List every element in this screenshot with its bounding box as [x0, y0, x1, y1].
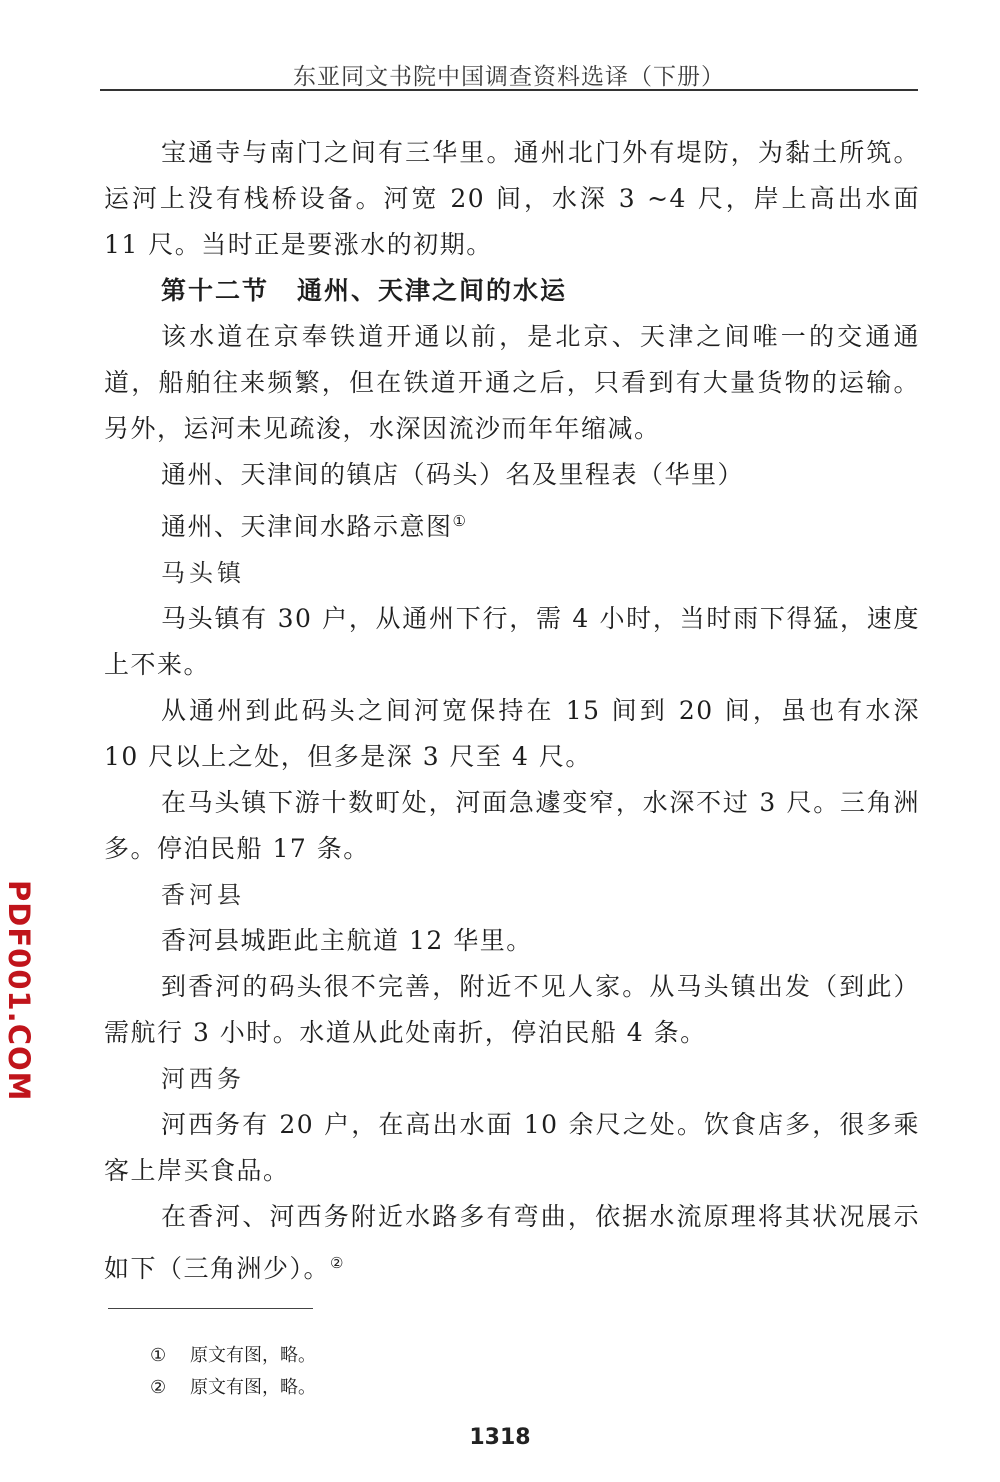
paragraph: 该水道在京奉铁道开通以前，是北京、天津之间唯一的交通通道，船舶往来频繁，但在铁道开通之后，只看到有大量货物的运输。另外，运河未见疏浚，水深因流沙而年年缩减。 [104, 322, 920, 443]
paragraph: 从通州到此码头之间河宽保持在 15 间到 20 间，虽也有水深 10 尺以上之处，但多是深 3 尺至 4 尺。 [104, 696, 920, 771]
place-heading: 马头镇 [161, 559, 245, 587]
paragraph: 在马头镇下游十数町处，河面急遽变窄，水深不过 3 尺。三角洲多。停泊民船 17 条。 [104, 788, 920, 863]
running-header: 东亚同文书院中国调查资料选译（下册） [293, 64, 725, 90]
paragraph: 香河县城距此主航道 12 华里。 [161, 926, 533, 955]
paragraph: 马头镇有 30 户，从通州下行，需 4 小时，当时雨下得猛，速度上不来。 [104, 604, 920, 679]
section-heading [104, 268, 920, 314]
page-number: 1318 [469, 1425, 531, 1450]
place-heading: 香河县 [161, 881, 245, 909]
header-rule [100, 89, 918, 91]
footnote-mark: ① [150, 1345, 167, 1366]
footnote [150, 1372, 316, 1404]
footnote-text: 原文有图，略。 [190, 1377, 316, 1398]
paragraph-text: 在香河、河西务附近水路多有弯曲，依据水流原理将其状况展示如下（三角洲少）。 [104, 1202, 920, 1283]
paragraph [104, 498, 920, 550]
body-text [104, 130, 920, 1292]
footnote-rule [108, 1308, 313, 1309]
footnotes [150, 1340, 316, 1404]
footnote-mark: ② [150, 1377, 167, 1398]
footnote-ref: ① [452, 512, 466, 530]
paragraph: 宝通寺与南门之间有三华里。通州北门外有堤防，为黏土所筑。运河上没有栈桥设备。河宽 20 间，水深 3 ~4 尺，岸上高出水面 11 尺。当时正是要涨水的初期。 [104, 138, 920, 259]
section-number: 第十二节 [161, 276, 270, 305]
paragraph: 通州、天津间的镇店（码头）名及里程表（华里） [161, 460, 745, 489]
paragraph: 河西务有 20 户，在高出水面 10 余尺之处。饮食店多，很多乘客上岸买食品。 [104, 1110, 920, 1185]
watermark: PDF001.COM [2, 880, 36, 1102]
paragraph [104, 1194, 920, 1292]
footnote-text: 原文有图，略。 [190, 1345, 316, 1366]
footnote-ref: ② [330, 1254, 344, 1272]
place-heading: 河西务 [161, 1065, 245, 1093]
footnote [150, 1340, 316, 1372]
paragraph: 到香河的码头很不完善，附近不见人家。从马头镇出发（到此）需航行 3 小时。水道从此处南折，停泊民船 4 条。 [104, 972, 920, 1047]
paragraph-text: 通州、天津间水路示意图 [161, 512, 453, 541]
section-title: 通州、天津之间的水运 [297, 276, 568, 305]
